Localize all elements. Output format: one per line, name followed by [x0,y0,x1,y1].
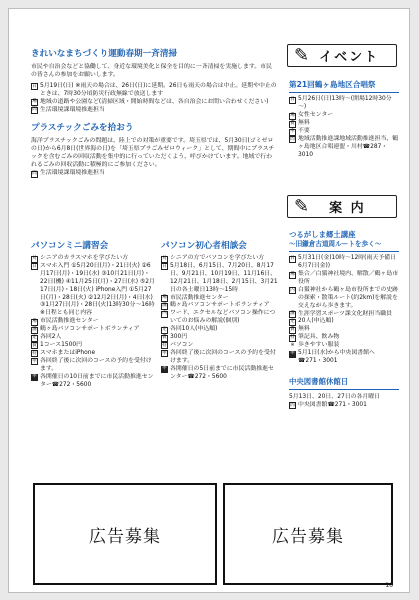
guide-place-row [289,271,399,287]
pc-bring-row [161,342,279,350]
guide-title-rule [289,251,399,252]
mini-course-row [31,263,156,318]
pc-place: 市民活動推進センター [170,294,229,301]
guide-wear: 歩きやすい服装 [298,342,340,349]
note-icon: ※ [290,342,295,348]
calendar-icon: 日 [162,263,167,269]
closed-dates: 5月13日、20日、27日の各月曜日 [289,394,381,401]
pc-apply: 各回終了後に次回のコースの予約を受付けます。 [170,349,276,364]
guide-cap: 20人(申込順) [298,318,334,325]
calendar-icon: 日 [32,263,37,269]
content-icon: 内 [290,287,295,293]
event-apply: 不要 [298,128,310,135]
event-title: 第21回鶴ヶ島地区合唱祭 [289,80,376,89]
contact-icon: 問 [32,107,37,113]
location-icon: 場 [32,99,37,105]
event-title-rule [289,92,399,93]
pc-target: シニアの方でパソコンを学びたい方 [170,255,265,261]
mini-apply: 各回終了後に次回のコースの予約を受付けます。 [40,357,152,372]
event-fee: 無料 [298,120,310,127]
pc-fee: 300円 [170,334,188,341]
contact-icon: 問 [290,402,295,408]
cleanup-contact-row [31,107,277,115]
guide-title: つるがしま郷土講座 [289,230,356,239]
pencil-icon: ✎ [294,45,312,66]
guide-content-row [289,287,399,311]
mini-contact: 各開催日の10日前までに市民活動推進センター☎272・5600 [40,373,154,388]
plastic-contact: 生活環境課環境推進担当 [40,170,105,177]
guide-place: 集合／白鬚神社境内、解散／鶴ヶ島市役所 [298,271,399,285]
mini-instructor-row [31,326,156,334]
mini-bring-row [31,350,156,358]
contact-apply-icon: 申 [290,350,295,356]
pc-contact-row [161,366,279,382]
bring-icon: 持 [32,350,37,356]
mini-fee-row [31,342,156,350]
target-icon: 対 [162,255,167,261]
pc-apply-row [161,350,279,366]
cleanup-date-row [31,83,277,99]
pc-bring: パソコン [170,341,194,348]
contact-icon: 問 [32,170,37,176]
closed-contact-row [289,402,399,410]
guide-apply-row [289,350,399,366]
calendar-icon: 日 [290,255,295,261]
mini-title: パソコンミニ講習会 [31,241,109,251]
content-icon: 内 [162,311,167,317]
pc-cap-row [161,326,279,334]
mini-contact-row [31,374,156,390]
event-contact-row [289,136,399,160]
contact-icon: 問 [290,136,295,142]
guide-apply: 5月1日(水)から中央図書館へ☎271・3001 [298,350,375,364]
location-icon: 場 [32,319,37,324]
mini-target-row [31,255,156,263]
guide-bring: 筆記具、飲み物 [298,334,340,341]
guide-date: 5月31日(金)10時～12時(雨天予備日6月7日(金)) [298,255,396,270]
mini-place: 市民活動推進センター [40,318,99,325]
event-column [289,79,399,160]
contact-apply-icon: 申 [162,366,167,372]
cleanup-date: 5月19日(日) ※雨天の場合は、26日(日)に延期。26日も雨天の場合は中止。延期や中止のときは、7時30分頃防災行政無線で放送します [40,82,277,97]
location-icon: 場 [162,295,167,301]
mini-course: スマホ入門 ①5月20日(月)・21日(火) ②6月17日(月)・19日(水) ③10月21日(月)・22日(機) ④11月25日(月)・27日(水) ⑤2月17日(月)・18日(火) iPhone入門 ①5月27日(月)・28日(火) ②12月2日(月)・4日(水) ③1月27日(月)・28日(火)13時30分～16時 ※日程とも同じ内容 [40,262,155,317]
instructor-icon: 講 [32,326,37,332]
event-date: 5月26日(日)13時～(開場12時30分～) [298,96,392,111]
fee-icon: 費 [290,327,295,333]
cleanup-contact: 生活環境課環境推進担当 [40,106,105,113]
cleanup-intro: 市民や自治会などと協働して、身近な環境美化と保全を目的に一斉清掃を実施します。市民の皆さんの参加をお願いします。 [31,64,272,78]
guide-date-row [289,255,399,271]
mini-target: シニアのカラスマホを学びたい方 [40,255,129,261]
bring-icon: 持 [162,342,167,348]
calendar-icon: 日 [290,97,295,103]
event-place: 女性センター [298,112,334,119]
plastic-contact-row [31,170,277,178]
pc-content: ワード、エクセルなどパソコン操作についてのお悩みの解説(個別) [170,310,276,325]
bring-icon: 持 [290,335,295,340]
mini-bring: スマホまたはiPhone [40,349,96,356]
pc-dates-row [161,263,279,295]
event-fee-row [289,120,399,128]
event-banner-label: イベント [319,50,380,65]
closed-title-rule [289,389,399,390]
left-top-column [31,49,277,178]
apply-icon: 申 [290,128,295,134]
event-banner [287,44,397,67]
pc-dates: 5月18日、6月15日、7月20日、8月17日、9月21日、10月19日、11月16日、12月21日、1月18日、2月15日、3月21日の各土曜日13時～15時 [170,262,278,293]
guide-subtitle: ～旧鎌倉古道周ルートを歩く～ [289,240,382,248]
capacity-icon: 定 [290,319,295,325]
page-number: 16 [385,582,393,589]
ad-box-left [33,483,217,585]
cleanup-title: きれいなまちづくり運動春期一斉清掃 [31,49,178,59]
pc-cap: 各回10人(申込順) [170,326,218,333]
cleanup-note-row [31,99,277,107]
capacity-icon: 定 [32,334,37,340]
pc-contact: 各開催日の5日前までに市民活動推進センター☎272・5600 [170,365,274,380]
mini-place-row [31,318,156,326]
pencil-icon: ✎ [294,196,312,217]
newsletter-page [8,8,410,593]
mini-cap-row [31,334,156,342]
mini-instructor: 鶴ヶ島パソコンサポートボランティア [40,326,140,333]
location-icon: 場 [290,112,295,118]
fee-icon: 費 [290,120,295,126]
calendar-icon: 日 [32,83,37,89]
pc-instructor: 鶴ヶ島パソコンサポートボランティア [170,302,270,309]
ad-right-label: 広告募集 [272,526,344,547]
guide-contact: 生涯学習スポーツ課文化財担当職員 [298,310,393,317]
fee-icon: 費 [32,342,37,348]
pc-consult-column [161,241,279,382]
event-apply-row [289,128,399,136]
pc-content-row [161,310,279,326]
closed-title: 中央図書館休館日 [289,376,349,386]
target-icon: 対 [32,255,37,261]
ad-left-label: 広告募集 [89,526,161,547]
pc-title: パソコン初心者相談会 [161,241,247,251]
event-contact: 地域活動推進課地域活動推進担当、鶴ヶ島地区合唱連盟・川村☎287・3010 [298,135,399,158]
guide-banner-label: 案 内 [329,201,366,216]
mini-apply-row [31,358,156,374]
plastic-title: プラスチックごみを拾おう [31,123,134,134]
apply-icon: 申 [32,358,37,364]
mini-cap: 各回2人 [40,334,62,341]
cleanup-note: 地域の道路や公園など(清掃区域・開始時間などは、各自治会にお問い合わせください) [40,98,269,105]
guide-bring-row [289,334,399,342]
guide-content: 白鬚神社から鶴ヶ島市役所までの史跡の探索・散策ルート(約2km)を解説を交えながら歩きます。 [298,286,399,309]
plastic-body: 海洋プラスチックごみの問題は、陸上での対策が重要です。埼玉県では、5月30日(ゴミゼロの日)から6月8日(世界海の日)を「埼玉県プラごみゼロウィーク」として、期間中にプラスチックを含むごみの回収活動を集中的に行っていただくよう、呼びかけています。地域で行われるごみの回収活動に積極的にご参加ください。 [31,138,275,169]
guide-banner [287,195,397,218]
mini-course-column [31,241,156,389]
mini-fee: 1コース1500円 [40,341,83,348]
capacity-icon: 定 [162,326,167,332]
pc-target-row [161,255,279,263]
pc-fee-row [161,334,279,342]
location-icon: 場 [290,271,295,277]
event-place-row [289,112,399,120]
apply-icon: 申 [162,350,167,356]
guide-fee: 無料 [298,326,310,333]
instructor-icon: 講 [290,311,295,317]
event-date-row [289,96,399,112]
guide-column [289,229,399,410]
ad-box-right [223,483,393,585]
fee-icon: 費 [162,334,167,340]
instructor-icon: 講 [162,303,167,309]
closed-contact: 中央図書館☎271・3001 [298,401,367,408]
guide-wear-row [289,342,399,350]
contact-apply-icon: 申 [32,374,37,380]
